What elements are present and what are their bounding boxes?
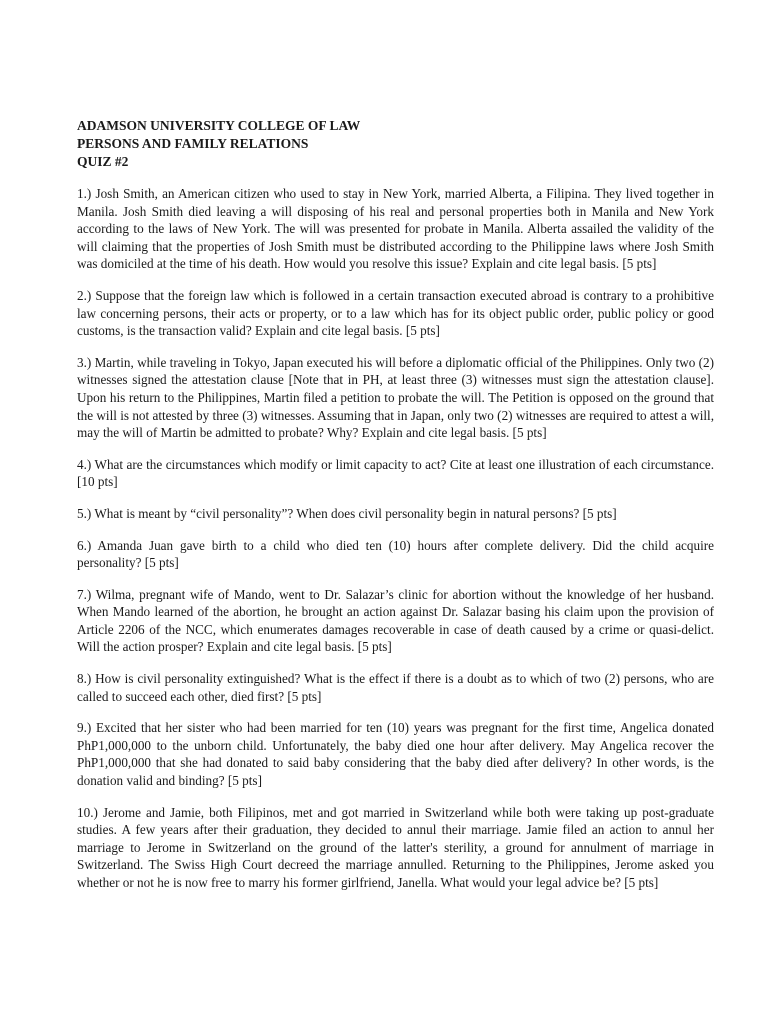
question-10: 10.) Jerome and Jamie, both Filipinos, met and got married in Switzerland while both were taking up post-graduate studies. A few years after their graduation, they decided to annul their marriage. Jamie filed an action to annul her marriage to Jerome in Switzerland on the ground of the latter's sterility, a ground for annulment of marriage in Switzerland. The Swiss High Court decreed the marriage annulled. Returning to the Philippines, Jerome asked you whether or not he is now free to marry his former girlfriend, Janella. What would your legal advice be? [5 pts]	[77, 804, 714, 890]
question-6: 6.) Amanda Juan gave birth to a child who died ten (10) hours after complete delivery. Did the child acquire personality? [5 pts]	[77, 537, 714, 571]
question-9: 9.) Excited that her sister who had been married for ten (10) years was pregnant for the first time, Angelica donated PhP1,000,000 to the unborn child. Unfortunately, the baby died one hour after delivery. May Angelica recover the PhP1,000,000 that she had donated to said baby considering that the baby died after delivery? In other words, is the donation valid and binding? [5 pts]	[77, 720, 714, 789]
school-name: ADAMSON UNIVERSITY COLLEGE OF LAW	[77, 118, 361, 133]
question-4: 4.) What are the circumstances which modify or limit capacity to act? Cite at least one illustration of each circumstance. [10 pts]	[77, 456, 714, 490]
question-list	[77, 185, 714, 892]
course-title: PERSONS AND FAMILY RELATIONS	[77, 136, 309, 151]
question-5: 5.) What is meant by “civil personality”? When does civil personality begin in natural persons? [5 pts]	[77, 505, 617, 521]
quiz-title: QUIZ #2	[77, 154, 129, 169]
question-1: 1.) Josh Smith, an American citizen who used to stay in New York, married Alberta, a Filipina. They lived together in Manila. Josh Smith died leaving a will disposing of his real and personal properties both in Manila and New York according to the laws of New York. The will was presented for probate in Manila. Alberta assailed the validity of the will claiming that the properties of Josh Smith must be distributed according to the Philippine laws where Josh Smith was domiciled at the time of his death. How would you resolve this issue? Explain and cite legal basis. [5 pts]	[77, 186, 714, 272]
question-8: 8.) How is civil personality extinguished? What is the effect if there is a doubt as to which of two (2) persons, who are called to succeed each other, died first? [5 pts]	[77, 671, 714, 704]
question-3: 3.) Martin, while traveling in Tokyo, Japan executed his will before a diplomatic official of the Philippines. Only two (2) witnesses signed the attestation clause [Note that in PH, at least three (3) witnesses must sign the attestation clause]. Upon his return to the Philippines, Martin filed a petition to probate the will. The Petition is opposed on the ground that the will is not attested by three (3) witnesses. Assuming that in Japan, only two (2) witnesses are required to attest a will, may the will of Martin be admitted to probate? Why? Explain and cite legal basis. [5 pts]	[77, 354, 714, 441]
question-7: 7.) Wilma, pregnant wife of Mando, went to Dr. Salazar’s clinic for abortion without the knowledge of her husband. When Mando learned of the abortion, he brought an action against Dr. Salazar basing his claim upon the provision of Article 2206 of the NCC, which enumerates damages recoverable in case of death caused by a crime or quasi-delict. Will the action prosper? Explain and cite legal basis. [5 pts]	[77, 586, 714, 655]
document-header	[77, 117, 714, 171]
document-page	[77, 117, 714, 906]
question-2: 2.) Suppose that the foreign law which is followed in a certain transaction executed abroad is contrary to a prohibitive law concerning persons, their acts or property, or to a law which has for its object public order, public policy or good customs, is the transaction valid? Explain and cite legal basis. [5 pts]	[77, 287, 714, 339]
